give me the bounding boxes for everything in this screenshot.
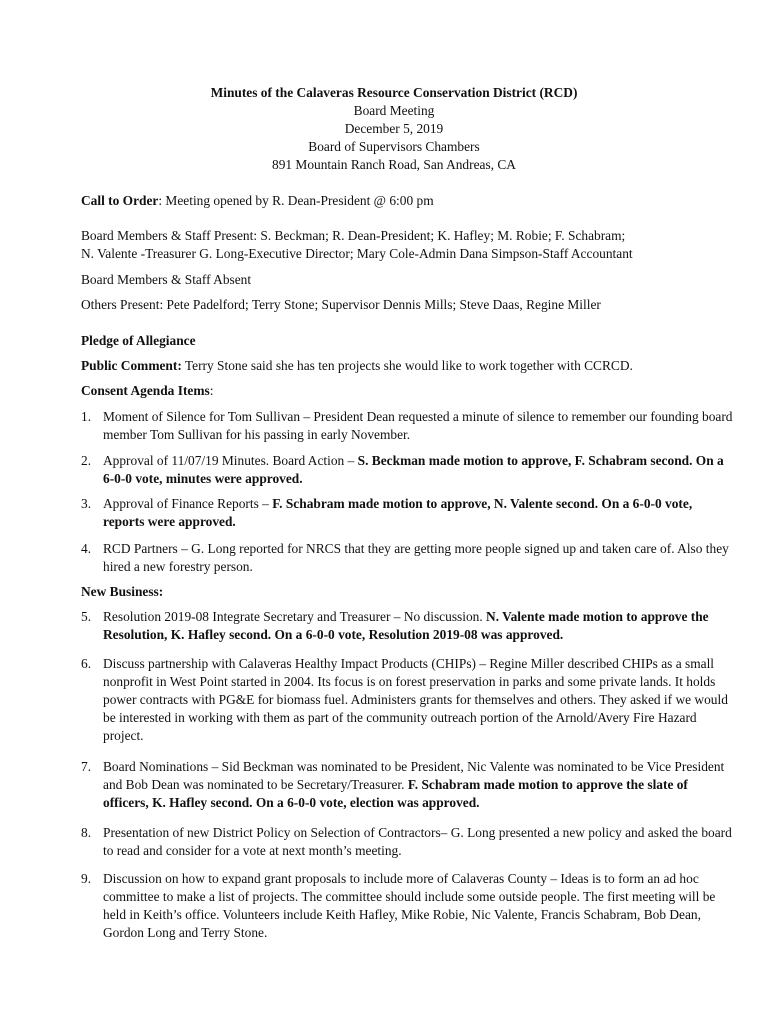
agenda-item-7 <box>81 758 736 812</box>
item-motion: S. Beckman made motion to approve, F. Schabram second. On a 6-0-0 vote, minutes were approved. <box>103 453 724 486</box>
item-number: 3. <box>81 496 92 511</box>
item-text: Discussion on how to expand grant proposals to include more of Calaveras County – Ideas is to form an ad hoc committee to make a list of projects. The committee should include some outside people. The first meeting will be held in Keith’s office. Volunteers include Keith Hafley, Mike Robie, Nic Valente, Francis Schabram, Bob Dean, Gordon Long and Terry Stone. <box>103 871 716 940</box>
item-text: Discuss partnership with Calaveras Healthy Impact Products (CHIPs) – Regine Miller described CHIPs as a small nonprofit in West Point started in 2004. Its focus is on forest preservation in parks and some private lands. It holds power contracts with PG&E for biomass fuel. Administers grants for themselves and others. They asked if we would be interested in working with them as part of the community outreach portion of the Arnold/Avery Fire Hazard project. <box>103 656 728 743</box>
item-number: 1. <box>81 409 92 424</box>
item-text: RCD Partners – G. Long reported for NRCS that they are getting more people signed up and taken care of. Also they hired a new forestry person. <box>103 541 729 574</box>
item-body <box>103 608 736 644</box>
new-business-heading: New Business: <box>81 584 164 599</box>
item-number: 6. <box>81 656 92 671</box>
agenda-item-4 <box>81 540 736 576</box>
item-body <box>103 408 736 444</box>
item-number: 9. <box>81 871 92 886</box>
agenda-item-9 <box>81 870 736 942</box>
members-present-line1: Board Members & Staff Present: S. Beckman; R. Dean-President; K. Hafley; M. Robie; F. Schabram; <box>81 228 626 243</box>
members-present-line2: N. Valente -Treasurer G. Long-Executive Director; Mary Cole-Admin Dana Simpson-Staff Accountant <box>81 246 633 261</box>
item-body <box>103 540 736 576</box>
agenda-item-5 <box>81 608 736 644</box>
item-body <box>103 758 736 812</box>
agenda-item-6 <box>81 655 736 745</box>
public-comment <box>81 357 741 375</box>
document-title: Minutes of the Calaveras Resource Conservation District (RCD) <box>210 85 578 100</box>
call-to-order-text: : Meeting opened by R. Dean-President @ 6:00 pm <box>158 193 434 208</box>
document-header <box>80 84 708 174</box>
item-number: 4. <box>81 541 92 556</box>
item-number: 8. <box>81 825 92 840</box>
item-body <box>103 495 736 531</box>
item-number: 2. <box>81 453 92 468</box>
meeting-date: December 5, 2019 <box>344 121 444 136</box>
others-present: Others Present: Pete Padelford; Terry Stone; Supervisor Dennis Mills; Steve Daas, Regine Miller <box>81 297 601 312</box>
item-text: Presentation of new District Policy on Selection of Contractors– G. Long presented a new policy and asked the board to read and consider for a vote at next month’s meeting. <box>103 825 732 858</box>
agenda-item-3 <box>81 495 736 531</box>
item-motion: F. Schabram made motion to approve the slate of officers, K. Hafley second. On a 6-0-0 vote, election was approved. <box>103 777 688 810</box>
item-body <box>103 452 736 488</box>
item-number: 5. <box>81 609 92 624</box>
consent-agenda-colon: : <box>209 383 214 398</box>
item-body <box>103 655 736 745</box>
agenda-item-8 <box>81 824 736 860</box>
item-text: Approval of Finance Reports – <box>103 496 273 511</box>
item-body <box>103 824 736 860</box>
consent-agenda-label: Consent Agenda Items <box>81 383 210 398</box>
agenda-item-1 <box>81 408 736 444</box>
item-text: Board Nominations – Sid Beckman was nominated to be President, Nic Valente was nominated to be Vice President and Bob Dean was nominated to be Secretary/Treasurer. <box>103 759 725 792</box>
public-comment-text: Terry Stone said she has ten projects she would like to work together with CCRCD. <box>181 358 633 373</box>
item-text: Resolution 2019-08 Integrate Secretary and Treasurer – No discussion. <box>103 609 487 624</box>
meeting-address: 891 Mountain Ranch Road, San Andreas, CA <box>272 157 516 172</box>
item-text: Approval of 11/07/19 Minutes. Board Action – <box>103 453 358 468</box>
item-motion: F. Schabram made motion to approve, N. Valente second. On a 6-0-0 vote, reports were approved. <box>103 496 693 529</box>
public-comment-label: Public Comment: <box>81 358 182 373</box>
item-body <box>103 870 736 942</box>
item-motion: N. Valente made motion to approve the Resolution, K. Hafley second. On a 6-0-0 vote, Resolution 2019-08 was approved. <box>103 609 709 642</box>
meeting-type: Board Meeting <box>353 103 435 118</box>
call-to-order-label: Call to Order <box>81 193 159 208</box>
members-absent: Board Members & Staff Absent <box>81 272 252 287</box>
item-text: Moment of Silence for Tom Sullivan – President Dean requested a minute of silence to remember our founding board member Tom Sullivan for his passing in early November. <box>103 409 733 442</box>
item-number: 7. <box>81 759 92 774</box>
consent-agenda-heading <box>81 382 741 400</box>
pledge-heading: Pledge of Allegiance <box>81 333 196 348</box>
agenda-item-2 <box>81 452 736 488</box>
call-to-order <box>81 192 741 210</box>
meeting-venue: Board of Supervisors Chambers <box>308 139 480 154</box>
members-present <box>81 227 741 263</box>
